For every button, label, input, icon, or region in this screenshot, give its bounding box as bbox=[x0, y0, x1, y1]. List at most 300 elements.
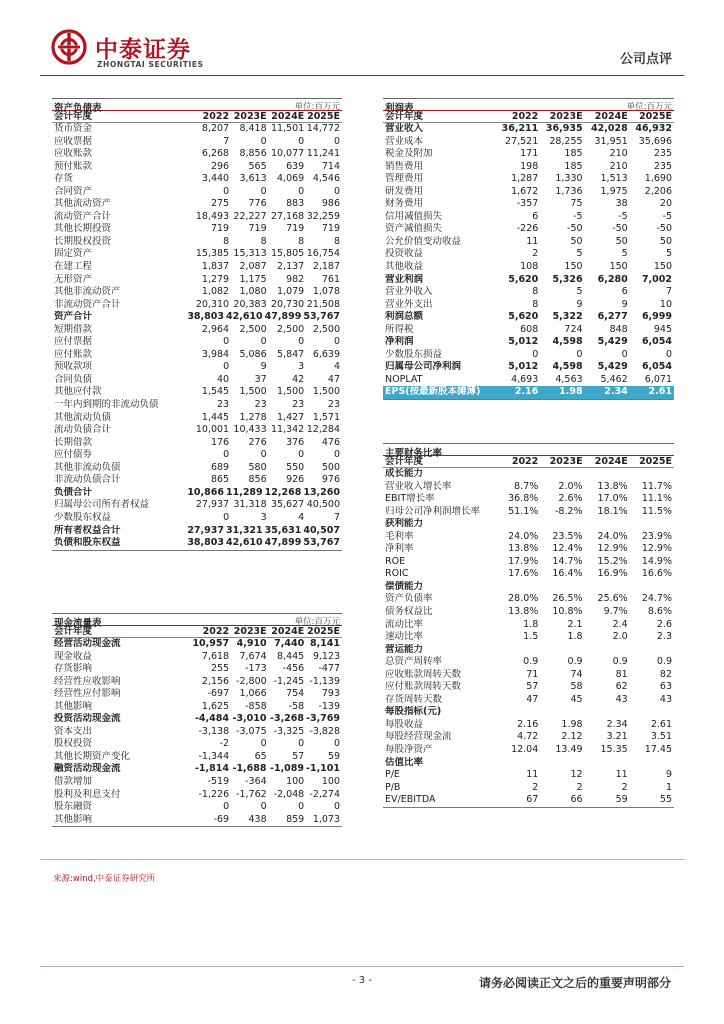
row-label: 现金收益 bbox=[54, 650, 93, 662]
row-label: 非流动资产合计 bbox=[54, 298, 121, 310]
source-note: 来源:wind,中泰证券研究所 bbox=[53, 874, 156, 884]
cell-value: 210 bbox=[609, 160, 628, 172]
cell-value: 0 bbox=[260, 336, 267, 348]
cell-value: 2022 bbox=[202, 111, 230, 122]
cell-value: 2.0% bbox=[558, 480, 583, 492]
table-bottom-rule bbox=[52, 550, 342, 551]
cell-value: 2,500 bbox=[277, 323, 305, 335]
cell-value: 2,187 bbox=[312, 261, 341, 273]
cell-value: 2023E bbox=[549, 111, 583, 122]
row-label: 应付票据 bbox=[54, 336, 93, 348]
row-label: 股权投资 bbox=[54, 738, 93, 750]
table-row bbox=[383, 186, 674, 199]
cell-value: 793 bbox=[321, 688, 341, 700]
cell-value: 0 bbox=[260, 738, 267, 750]
cell-value: 100 bbox=[321, 776, 341, 788]
table-row bbox=[52, 525, 342, 538]
table-row bbox=[383, 361, 674, 374]
cell-value: 2025E bbox=[307, 111, 341, 122]
cell-value: 7,618 bbox=[201, 650, 230, 662]
cell-value: 276 bbox=[248, 436, 267, 448]
cell-value: 23.9% bbox=[641, 530, 672, 542]
cell-value: 8.6% bbox=[647, 606, 672, 618]
table-row bbox=[52, 324, 342, 337]
cell-value: 23.5% bbox=[552, 530, 583, 542]
cell-value: 4.72 bbox=[517, 731, 539, 743]
row-label: 预付账款 bbox=[54, 160, 93, 172]
cell-value: 859 bbox=[286, 813, 305, 825]
row-label: 应收账款 bbox=[54, 148, 93, 160]
cell-value: 0 bbox=[665, 348, 672, 360]
cell-value: 11,241 bbox=[306, 148, 341, 160]
table-row bbox=[52, 299, 342, 312]
row-label: 在建工程 bbox=[54, 261, 93, 273]
table-row bbox=[52, 474, 342, 487]
table-row bbox=[383, 506, 674, 519]
cell-value bbox=[492, 644, 540, 657]
cell-value: 255 bbox=[210, 663, 230, 675]
table-title-bar bbox=[383, 443, 674, 459]
cell-value: 761 bbox=[321, 273, 341, 285]
cell-value: -3,325 bbox=[273, 725, 305, 737]
table-row bbox=[52, 374, 342, 387]
table-row bbox=[52, 136, 342, 149]
cell-value: 8 bbox=[260, 235, 267, 247]
cell-value: 0 bbox=[333, 738, 341, 750]
cell-value: 58 bbox=[570, 681, 583, 693]
cell-value: -1,089 bbox=[270, 763, 305, 775]
table-bottom-rule bbox=[383, 399, 674, 400]
cell-value: 1.8 bbox=[567, 631, 583, 643]
cell-value: 59 bbox=[327, 750, 341, 762]
cell-value: -2,274 bbox=[309, 788, 341, 800]
cell-value: 3.21 bbox=[606, 731, 628, 743]
cell-value: 2022 bbox=[511, 111, 539, 122]
cell-value: -69 bbox=[213, 813, 230, 825]
cell-value: 608 bbox=[520, 323, 539, 335]
cell-value: -3,769 bbox=[306, 713, 341, 725]
cell-value: 35,696 bbox=[638, 135, 672, 147]
row-label: 其他非流动负债 bbox=[54, 461, 121, 473]
cell-value: 2.1 bbox=[567, 618, 583, 630]
table-row bbox=[52, 286, 342, 299]
row-label: 速动比率 bbox=[385, 631, 424, 643]
cell-value: 2025E bbox=[639, 111, 672, 122]
cell-value: 1,500 bbox=[312, 386, 341, 398]
cell-value: 22,227 bbox=[233, 210, 267, 222]
cell-value: 4 bbox=[333, 361, 341, 373]
row-label: P/B bbox=[385, 781, 401, 793]
cell-value: 42,610 bbox=[225, 311, 263, 323]
cell-value: 185 bbox=[564, 148, 583, 160]
table-row bbox=[383, 349, 674, 362]
row-label: 经营性应付影响 bbox=[54, 688, 121, 700]
cell-value: 20 bbox=[659, 198, 672, 210]
cell-value: 12.4% bbox=[552, 543, 583, 555]
cell-value: 40 bbox=[217, 373, 230, 385]
cell-value: 9 bbox=[260, 361, 267, 373]
cell-value: -456 bbox=[282, 663, 305, 675]
cell-value: 2024E bbox=[271, 626, 305, 637]
row-label: 合同负债 bbox=[54, 373, 93, 385]
table-row bbox=[383, 706, 674, 719]
cell-value: 11 bbox=[615, 769, 628, 781]
cell-value: 185 bbox=[564, 160, 583, 172]
cell-value: 0 bbox=[333, 185, 341, 197]
cell-value: -1,688 bbox=[232, 763, 267, 775]
row-label: 货币资金 bbox=[54, 123, 93, 134]
cell-value: 27,521 bbox=[505, 135, 539, 147]
cell-value bbox=[630, 757, 674, 770]
cell-value: 7,002 bbox=[641, 273, 672, 285]
table-row bbox=[52, 311, 342, 324]
row-label: 估值比率 bbox=[385, 756, 424, 768]
cell-value: 3,984 bbox=[201, 348, 230, 360]
table-row bbox=[52, 814, 342, 827]
cell-value: 47,899 bbox=[264, 537, 302, 549]
row-label: 应收账款周转天数 bbox=[385, 668, 462, 680]
cell-value: 1,175 bbox=[239, 273, 267, 285]
cell-value: 28,255 bbox=[549, 135, 583, 147]
cell-value: 1,625 bbox=[201, 700, 230, 712]
cell-value: 1,082 bbox=[201, 286, 230, 298]
bottom-divider bbox=[40, 966, 684, 967]
cell-value: 2024E bbox=[271, 111, 305, 122]
cell-value bbox=[492, 468, 540, 481]
row-label: 每股收益 bbox=[385, 718, 424, 730]
cell-value: 1 bbox=[665, 781, 672, 793]
cell-value: 2024E bbox=[594, 456, 628, 467]
cell-value: -364 bbox=[245, 776, 267, 788]
row-label: 归母公司净利润增长率 bbox=[385, 505, 481, 517]
table-row bbox=[52, 638, 342, 651]
row-label: 存货周转天数 bbox=[385, 693, 443, 705]
cell-value: 6 bbox=[532, 210, 539, 222]
row-label: 一年内到期的非流动负债 bbox=[54, 399, 159, 411]
cell-value: 1,427 bbox=[277, 411, 305, 423]
row-label: 净利润 bbox=[385, 336, 414, 348]
table-row bbox=[52, 651, 342, 664]
cell-value: 8 bbox=[333, 235, 341, 247]
table-row bbox=[383, 481, 674, 494]
cell-value bbox=[540, 706, 584, 719]
cell-value: 31,321 bbox=[225, 524, 263, 536]
cell-value: 848 bbox=[609, 323, 628, 335]
table-row bbox=[383, 173, 674, 186]
row-label: 获利能力 bbox=[385, 518, 424, 530]
cell-value: 12,268 bbox=[264, 486, 302, 498]
cell-value bbox=[492, 518, 540, 531]
row-label: 营业利润 bbox=[385, 273, 424, 285]
cell-value: 31,951 bbox=[594, 135, 628, 147]
table-row bbox=[52, 449, 342, 462]
cell-value: 1,690 bbox=[644, 173, 672, 185]
income-statement-table bbox=[383, 98, 674, 400]
cell-value bbox=[630, 706, 674, 719]
cell-value: 53,767 bbox=[303, 537, 340, 549]
cell-value: 776 bbox=[248, 198, 267, 210]
table-row bbox=[383, 531, 674, 544]
cell-value: -477 bbox=[318, 663, 341, 675]
logo-text-cn: 中泰证券 bbox=[95, 37, 191, 63]
cell-value: 23 bbox=[292, 399, 305, 411]
cell-value: -5 bbox=[662, 210, 672, 222]
row-label: 应付账款周转天数 bbox=[385, 681, 462, 693]
row-label: P/E bbox=[385, 769, 400, 781]
table-row bbox=[383, 274, 674, 287]
cell-value: 108 bbox=[520, 261, 539, 273]
table-row bbox=[52, 274, 342, 287]
cell-value: 1.98 bbox=[559, 386, 583, 398]
cell-value: 11,289 bbox=[225, 486, 263, 498]
table-row bbox=[383, 543, 674, 556]
row-label: 每股指标(元) bbox=[385, 706, 442, 718]
cell-value: 12.9% bbox=[597, 543, 628, 555]
cell-value: 55 bbox=[659, 794, 672, 806]
row-label: EV/EBITDA bbox=[385, 794, 436, 806]
cell-value: 2.6 bbox=[656, 618, 672, 630]
cell-value: 14.9% bbox=[641, 555, 672, 567]
cell-value: 1,513 bbox=[600, 173, 628, 185]
table-row bbox=[52, 148, 342, 161]
cell-value: -3,075 bbox=[236, 725, 267, 737]
cell-value: 926 bbox=[286, 474, 305, 486]
table-row bbox=[52, 763, 342, 776]
table-row bbox=[383, 299, 674, 312]
row-label: 合同资产 bbox=[54, 185, 93, 197]
row-label: 所有者权益合计 bbox=[54, 524, 121, 536]
cell-value: 10,957 bbox=[192, 638, 230, 649]
cell-value: 2022 bbox=[511, 456, 539, 467]
cell-value: 67 bbox=[526, 794, 539, 806]
row-label: 资产负债率 bbox=[385, 593, 433, 605]
cell-value: 59 bbox=[615, 794, 628, 806]
cell-value: 150 bbox=[564, 261, 583, 273]
table-row bbox=[52, 487, 342, 500]
cell-value: 6,277 bbox=[597, 311, 628, 323]
row-label: 长期股权投资 bbox=[54, 235, 112, 247]
cell-value: 40,507 bbox=[303, 524, 340, 536]
cell-value: 0.9 bbox=[567, 656, 583, 668]
cell-value: 6 bbox=[621, 286, 628, 298]
cell-value: -1,101 bbox=[306, 763, 341, 775]
cell-value: 10,077 bbox=[270, 148, 305, 160]
cell-value: 1,837 bbox=[201, 261, 230, 273]
cell-value: 2.0 bbox=[612, 631, 628, 643]
cell-value: 27,168 bbox=[270, 210, 305, 222]
logo-text-en: ZHONGTAI SECURITIES bbox=[97, 60, 204, 69]
table-row bbox=[383, 744, 674, 757]
row-label: 毛利率 bbox=[385, 530, 414, 542]
row-label: 无形资产 bbox=[54, 273, 93, 285]
cell-value: 32,259 bbox=[306, 210, 341, 222]
cell-value: 5 bbox=[665, 248, 672, 260]
table-title: 利润表 bbox=[385, 103, 414, 114]
cell-value: 865 bbox=[210, 474, 230, 486]
table-row bbox=[383, 386, 674, 399]
cell-value: 5,620 bbox=[508, 311, 539, 323]
table-row bbox=[52, 261, 342, 274]
cell-value: 13.49 bbox=[555, 744, 583, 756]
table-row bbox=[52, 361, 342, 374]
table-row bbox=[383, 286, 674, 299]
cell-value: 235 bbox=[653, 160, 672, 172]
cell-value: 4,546 bbox=[312, 173, 341, 185]
cell-value: 40,500 bbox=[306, 499, 341, 511]
cell-value: 2.61 bbox=[650, 718, 672, 730]
cell-value: 1,079 bbox=[277, 286, 305, 298]
cell-value: 4,693 bbox=[511, 373, 539, 385]
table-row bbox=[383, 374, 674, 387]
cell-value: 2,156 bbox=[201, 675, 230, 687]
cell-value: 63 bbox=[659, 681, 672, 693]
cell-value: 23 bbox=[254, 399, 267, 411]
cell-value: 57 bbox=[526, 681, 539, 693]
cell-value: 42 bbox=[292, 373, 305, 385]
cell-value: 4,910 bbox=[236, 638, 267, 649]
table-row bbox=[52, 801, 342, 814]
table-row bbox=[52, 424, 342, 437]
cell-value: 5,429 bbox=[597, 336, 628, 348]
cell-value: 2025E bbox=[307, 626, 341, 637]
cell-value: 6,071 bbox=[644, 373, 672, 385]
cell-value: -50 bbox=[612, 223, 628, 235]
cell-value: 3 bbox=[260, 511, 267, 523]
cell-value: 17.6% bbox=[508, 568, 539, 580]
table-row bbox=[383, 757, 674, 770]
cell-value: 8 bbox=[532, 298, 539, 310]
table-row bbox=[383, 631, 674, 644]
table-title-bar bbox=[52, 98, 342, 114]
cell-value: 1,445 bbox=[201, 411, 230, 423]
cell-value: 10,001 bbox=[195, 424, 230, 436]
table-row bbox=[383, 694, 674, 707]
table-row bbox=[383, 311, 674, 324]
cell-value: 476 bbox=[321, 436, 341, 448]
cell-value: 5 bbox=[621, 248, 628, 260]
cell-value: 65 bbox=[254, 750, 267, 762]
row-label: EPS(按最新股本摊薄) bbox=[385, 386, 481, 398]
cell-value: -1,814 bbox=[194, 763, 229, 775]
cell-value: 150 bbox=[609, 261, 628, 273]
cell-value: 8,141 bbox=[309, 638, 341, 649]
row-label: 负债和股东权益 bbox=[54, 537, 121, 549]
cell-value: 719 bbox=[210, 223, 230, 235]
cell-value: 38 bbox=[615, 198, 628, 210]
table-row bbox=[383, 719, 674, 732]
cell-value: 15.2% bbox=[597, 555, 628, 567]
row-label: 税金及附加 bbox=[385, 148, 433, 160]
cell-value: 2,500 bbox=[312, 323, 341, 335]
cell-value: 5,086 bbox=[239, 348, 267, 360]
table-row bbox=[383, 336, 674, 349]
cell-value: 81 bbox=[615, 668, 628, 680]
cell-value: 2.6% bbox=[558, 493, 583, 505]
cell-value bbox=[585, 581, 630, 594]
cell-value: -50 bbox=[567, 223, 583, 235]
table-title-bar bbox=[52, 613, 342, 629]
cell-value: 8,207 bbox=[201, 123, 230, 134]
cell-value: 8.7% bbox=[514, 480, 539, 492]
table-row bbox=[52, 198, 342, 211]
cell-value: -2,048 bbox=[273, 788, 305, 800]
table-row bbox=[52, 412, 342, 425]
row-label: 营业外支出 bbox=[385, 298, 433, 310]
footer-divider bbox=[40, 859, 684, 860]
cell-value: 31,318 bbox=[233, 499, 267, 511]
row-label: 公允价值变动收益 bbox=[385, 235, 462, 247]
cell-value: 12.04 bbox=[511, 744, 539, 756]
table-row bbox=[383, 136, 674, 149]
cell-value: -226 bbox=[516, 223, 539, 235]
cell-value: 639 bbox=[286, 160, 305, 172]
cell-value: 5,429 bbox=[597, 361, 628, 373]
cell-value: -3,268 bbox=[270, 713, 305, 725]
row-label: 每股经营现金流 bbox=[385, 731, 452, 743]
table-row bbox=[52, 751, 342, 764]
row-label: 融资活动现金流 bbox=[54, 763, 121, 775]
cell-value: 8 bbox=[223, 235, 230, 247]
cell-value: -858 bbox=[245, 700, 267, 712]
cell-value: 0 bbox=[298, 336, 305, 348]
row-label: 固定资产 bbox=[54, 248, 93, 260]
cell-value: 8,445 bbox=[277, 650, 305, 662]
cell-value bbox=[630, 581, 674, 594]
row-label: 债务权益比 bbox=[385, 606, 433, 618]
cell-value: 1,066 bbox=[239, 688, 267, 700]
cell-value: 20,310 bbox=[195, 298, 230, 310]
row-label: 净利率 bbox=[385, 543, 414, 555]
cell-value: 43 bbox=[659, 693, 672, 705]
table-row bbox=[383, 568, 674, 581]
row-label: NOPLAT bbox=[385, 373, 423, 385]
row-label: 销售费用 bbox=[385, 160, 424, 172]
row-label: 应付债券 bbox=[54, 449, 93, 461]
table-row bbox=[383, 644, 674, 657]
row-label: 少数股东损益 bbox=[385, 348, 443, 360]
cell-value bbox=[540, 518, 584, 531]
cell-value: -50 bbox=[656, 223, 672, 235]
cell-value: 75 bbox=[570, 198, 583, 210]
cell-value: 0 bbox=[260, 185, 267, 197]
table-row bbox=[52, 437, 342, 450]
cell-value: 4,598 bbox=[552, 336, 583, 348]
cell-value: 0 bbox=[223, 336, 230, 348]
cell-value bbox=[492, 581, 540, 594]
cell-value: 16.9% bbox=[597, 568, 628, 580]
cell-value: 296 bbox=[210, 160, 230, 172]
cell-value: 4 bbox=[298, 511, 305, 523]
cell-value: 71 bbox=[526, 668, 539, 680]
financial-ratios-table bbox=[383, 443, 674, 808]
cell-value: 8 bbox=[298, 235, 305, 247]
cell-value: 47 bbox=[327, 373, 341, 385]
table-row bbox=[52, 161, 342, 174]
cell-value: 5,322 bbox=[552, 311, 583, 323]
row-label: EBIT增长率 bbox=[385, 493, 435, 505]
table-row bbox=[383, 223, 674, 236]
cell-value: 1,078 bbox=[312, 286, 341, 298]
row-label: 其他长期资产变化 bbox=[54, 750, 131, 762]
cell-value bbox=[492, 757, 540, 770]
row-label: 长期借款 bbox=[54, 436, 93, 448]
cell-value bbox=[585, 644, 630, 657]
cell-value: 11,342 bbox=[270, 424, 305, 436]
cell-value: 2.34 bbox=[604, 386, 628, 398]
cell-value: 176 bbox=[210, 436, 230, 448]
row-label: 财务费用 bbox=[385, 198, 424, 210]
cell-value: -519 bbox=[207, 776, 230, 788]
